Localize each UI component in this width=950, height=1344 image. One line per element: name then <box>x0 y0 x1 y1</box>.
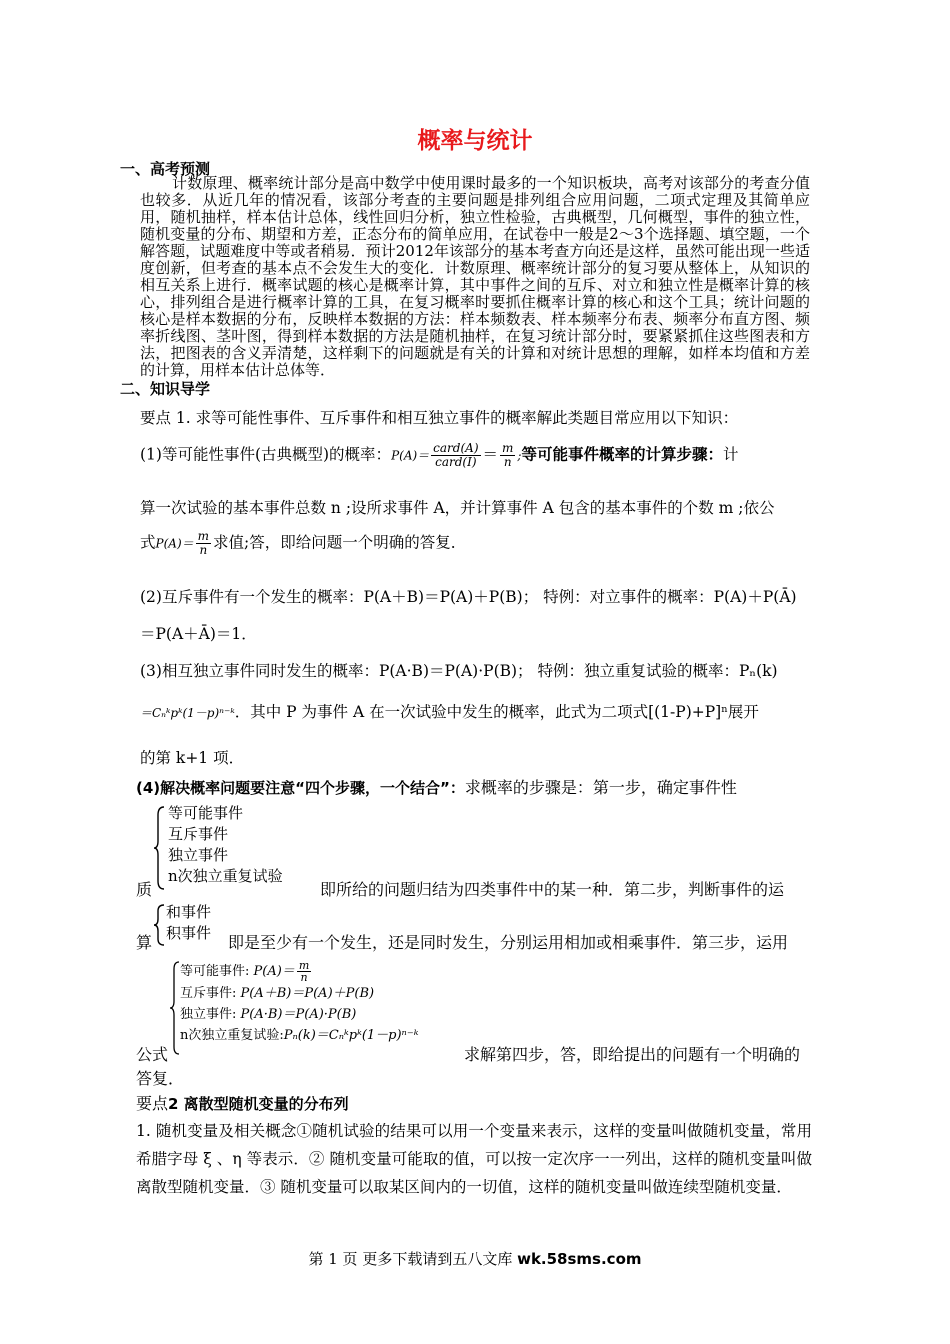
brace1-item: 互斥事件 <box>168 825 229 843</box>
brace-3 <box>170 960 180 1056</box>
brace2-item: 积事件 <box>166 924 212 942</box>
brace1-list <box>168 803 283 887</box>
item4-bold: (4)解决概率问题要注意“四个步骤，一个结合”： <box>136 779 465 797</box>
item3-line3: 的第 k+1 项． <box>140 749 245 767</box>
item3-line1: (3)相互独立事件同时发生的概率：P(A·B)＝P(A)·P(B)； 特例：独立重复试验的概率：Pₙ(k) <box>140 662 778 680</box>
brace1-after: 即所给的问题归结为四类事件中的某一种．第二步，判断事件的运 <box>320 880 785 899</box>
brace3-label: n次独立重复试验: <box>180 1028 284 1043</box>
brace1-item: n次独立重复试验 <box>168 867 283 885</box>
item1-fraction-card <box>431 442 480 469</box>
brace3-formula: P(A·B)＝P(A)·P(B) <box>240 1007 357 1022</box>
brace1-item: 等可能事件 <box>168 804 244 822</box>
fraction-denominator: n <box>503 455 512 469</box>
brace-2 <box>154 903 166 947</box>
item4-rest: 求概率的步骤是：第一步，确定事件性 <box>464 778 737 797</box>
random-variable-paragraph: 1. 随机变量及相关概念①随机试验的结果可以用一个变量来表示，这样的变量叫做随机变量，常用希腊字母 ξ 、η 等表示．② 随机变量可能取的值，可以按一定次序一一列出，这样的随机变量叫做离散型随机变量．③ 随机变量可以取某区间内的一切值，这样的随机变量叫做连续型随机变量． <box>136 1122 812 1196</box>
item1-bold-label: 等可能事件概率的计算步骤： <box>521 445 723 464</box>
brace1-prefix: 质 <box>136 880 153 899</box>
item1-line3-fraction <box>196 530 211 557</box>
section-heading-knowledge: 二、知识导学 <box>120 380 211 398</box>
item3-text: ．其中 P 为事件 A 在一次试验中发生的概率，此式为二项式[(1-P)+P]ⁿ展开 <box>234 703 759 721</box>
brace3-row-exclusive <box>180 983 418 1004</box>
brace3-label: 等可能事件: <box>180 964 250 979</box>
page-title: 概率与统计 <box>417 128 533 154</box>
brace3-label: 独立事件: <box>180 1007 237 1022</box>
item2-line2: ＝P(A＋Ā)＝1． <box>140 625 257 643</box>
brace2-list <box>166 902 211 944</box>
fraction-numerator: m <box>502 441 514 455</box>
item1-semicolon: ; <box>517 448 522 463</box>
page-footer <box>0 1248 950 1269</box>
item1-line3-prefix: 式 <box>140 533 156 552</box>
item1-line3-text: 求值;答，即给问题一个明确的答复． <box>213 533 467 552</box>
brace2-after: 即是至少有一个发生，还是同时发生，分别运用相加或相乘事件．第三步，运用 <box>228 933 789 952</box>
brace-1 <box>154 805 166 891</box>
brace3-row-equal <box>180 960 418 983</box>
footer-text: 第 1 页 更多下载请到五八文库 <box>308 1250 518 1268</box>
item1-line1 <box>140 442 738 469</box>
point1-heading: 要点 1. 求等可能性事件、互斥事件和相互独立事件的概率解此类题目常应用以下知识： <box>140 409 739 427</box>
brace3-row-repeated <box>180 1025 418 1046</box>
item1-prefix: (1)等可能性事件(古典概型)的概率： <box>140 445 392 464</box>
item1-line3-formula: P(A)＝ <box>155 536 194 551</box>
point2-heading <box>136 1091 349 1114</box>
brace3-label: 互斥事件: <box>180 986 237 1001</box>
brace3-row-independent <box>180 1004 418 1025</box>
item1-eq: ＝ <box>482 445 499 464</box>
item1-formula-lhs: P(A)＝ <box>391 448 430 463</box>
brace3-formula: Pₙ(k)＝Cₙᵏpᵏ(1－p)ⁿ⁻ᵏ <box>283 1028 419 1043</box>
fraction-numerator: m <box>298 959 310 972</box>
brace1-item: 独立事件 <box>168 846 229 864</box>
item1-after: 计 <box>722 445 739 464</box>
item1-fraction-mn <box>500 442 515 469</box>
forecast-paragraph: 计数原理、概率统计部分是高中数学中使用课时最多的一个知识板块，高考对该部分的考查分值也较多．从近几年的情况看，该部分考查的主要问题是排列组合应用问题，二项式定理及其简单应用，随机抽样，样本估计总体，线性回归分析，独立性检验，古典概型，几何概型，事件的独立性，随机变量的分布、期望和方差，正态分布的简单应用，在试卷中一般是2～3个选择题、填空题，一个解答题，试题难度中等或者稍易．预计2012年该部分的基本考查方向还是这样，虽然可能出现一些适度创新，但考查的基本点不会发生大的变化．计数原理、概率统计部分的复习要从整体上，从知识的相互关系上进行．概率试题的核心是概率计算，其中事件之间的互斥、对立和独立性是概率计算的核心，排列组合是进行概率计算的工具，在复习概率时要抓住概率计算的核心和这个工具；统计问题的核心是样本数据的分布，反映样本数据的方法：样本频数表、样本频率分布表、频率分布直方图、频率折线图、茎叶图，得到样本数据的方法是随机抽样，在复习统计部分时，要紧紧抓住这些图表和方法，把图表的含义弄清楚，这样剩下的问题就是有关的计算和对统计思想的理解，如样本均值和方差的计算，用样本估计总体等． <box>140 174 810 379</box>
brace3-formula: P(A＋B)＝P(A)＋P(B) <box>240 986 375 1001</box>
item3-line2 <box>140 700 759 722</box>
item1-line3 <box>140 530 466 557</box>
item3-formula: ＝Cₙᵏpᵏ(1－p)ⁿ⁻ᵏ <box>140 706 235 720</box>
brace3-after: 求解第四步，答，即给提出的问题有一个明确的 <box>464 1045 801 1064</box>
brace3-list <box>180 960 418 1046</box>
brace3-prefix: 公式 <box>136 1045 169 1064</box>
brace2-prefix: 算 <box>136 933 153 952</box>
brace3-formula: P(A)＝ <box>253 964 295 979</box>
brace3-after2: 答复． <box>136 1069 185 1088</box>
fraction-denominator: n <box>300 971 308 984</box>
point2-prefix: 要点 <box>136 1094 169 1113</box>
fraction-numerator: m <box>197 529 210 543</box>
item1-line2: 算一次试验的基本事件总数 n ;设所求事件 A，并计算事件 A 包含的基本事件的个数 m ;依公 <box>140 499 775 517</box>
brace3-fraction <box>297 960 311 983</box>
item4-line <box>136 775 737 798</box>
brace2-item: 和事件 <box>166 903 212 921</box>
item2-line1: (2)互斥事件有一个发生的概率：P(A＋B)＝P(A)＋P(B)； 特例：对立事件的概率：P(A)＋P(Ā) <box>140 588 797 606</box>
fraction-denominator: n <box>199 543 208 557</box>
section-heading-forecast: 一、高考预测 <box>120 160 211 178</box>
fraction-numerator: card(A) <box>433 441 479 455</box>
point2-title: 2 离散型随机变量的分布列 <box>168 1095 349 1113</box>
fraction-denominator: card(I) <box>435 455 477 469</box>
footer-link[interactable]: wk.58sms.com <box>517 1250 642 1268</box>
